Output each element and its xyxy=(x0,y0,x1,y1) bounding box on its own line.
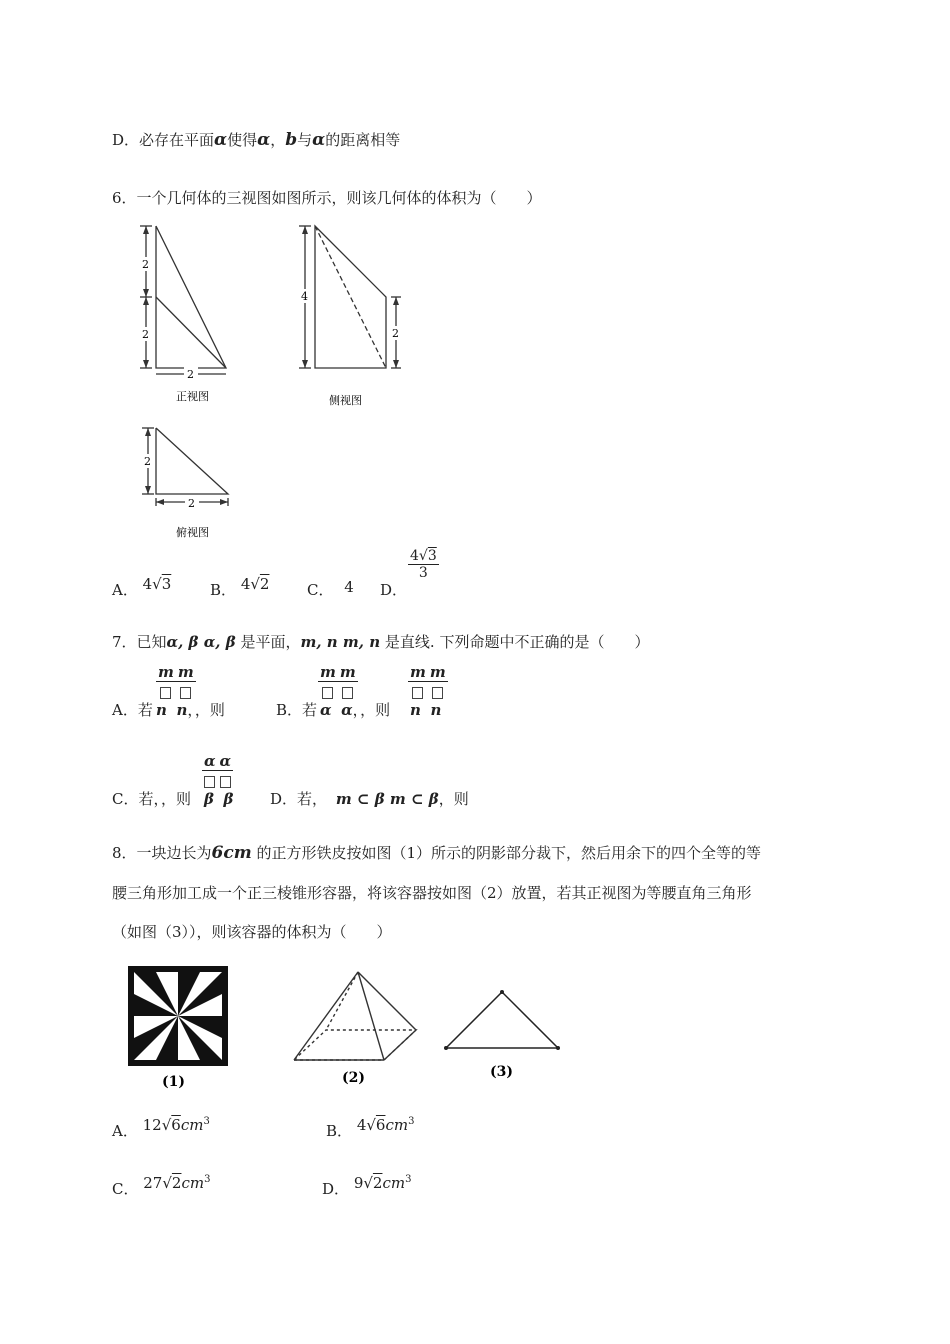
q6-option-d-fraction: $\frac{4√3}{3}$ xyxy=(410,548,437,581)
q8-figure-1 xyxy=(124,962,234,1092)
figure-2-label: (2) xyxy=(342,1070,365,1086)
q8-stem-line-1: 8．一块边长为6cm 的正方形铁皮按如图（1）所示的阴影部分裁下，然后用余下的四个全等的等 xyxy=(112,843,762,863)
q7-option-a-fractions: m m xyxy=(156,663,196,701)
q6-option-c: C． 4 xyxy=(307,578,354,599)
front-view-inner-line xyxy=(156,297,226,368)
top-dim-left: 2 xyxy=(144,455,151,468)
front-view-outline xyxy=(156,226,226,368)
front-dim-base: 2 xyxy=(187,368,194,381)
q8-option-d: D． $9√2cm^3$ xyxy=(322,1174,412,1198)
q7-option-b: B．若 xyxy=(276,701,318,719)
q6-option-d: D． xyxy=(380,581,408,599)
q7-option-d: D．若， m ⊂ β m ⊂ β，则 xyxy=(270,790,469,808)
top-dim-base: 2 xyxy=(188,497,195,510)
q7-option-c-fractions: α α xyxy=(202,752,233,790)
side-view-caption: 侧视图 xyxy=(329,394,362,407)
side-dim-right: 2 xyxy=(392,327,399,340)
top-view-outline xyxy=(156,428,228,494)
q6-top-view-figure xyxy=(132,420,252,545)
q8-option-a: A． $12√6cm^3$ xyxy=(112,1116,210,1140)
q8-figure-2 xyxy=(288,966,428,1091)
figure-1-label: (1) xyxy=(162,1074,185,1090)
q7-option-c-tail: β β xyxy=(204,790,234,808)
q7-option-a-tail: n n，，则 xyxy=(156,701,225,719)
q8-option-b: B． $4√6cm^3$ xyxy=(326,1116,415,1140)
q7-option-c: C．若，，则 xyxy=(112,790,191,808)
figure-3-label: (3) xyxy=(490,1064,513,1080)
q7-option-b-fractions-1: m m xyxy=(318,663,358,701)
q7-option-b-mid: α α，，则 xyxy=(320,701,391,719)
q7-option-b-fractions-2: m m xyxy=(408,663,448,701)
side-dim-left: 4 xyxy=(301,290,308,303)
q6-option-b: B． 4√2 xyxy=(210,575,270,599)
front-dim-top: 2 xyxy=(142,258,149,271)
side-view-hidden-edge xyxy=(315,226,386,368)
q7-option-b-tail: n n xyxy=(410,701,442,719)
q8-stem-line-3: （如图（3）），则该容器的体积为（ ） xyxy=(112,923,392,941)
front-dim-bottom: 2 xyxy=(142,328,149,341)
top-view-caption: 俯视图 xyxy=(176,526,209,539)
q6-front-view-figure xyxy=(132,222,252,407)
q7-option-a: A．若 xyxy=(112,701,153,719)
side-view-outline xyxy=(315,226,386,368)
q5-option-d: D．必存在平面α使得α，b与α的距离相等 xyxy=(112,130,401,150)
q8-figure-3 xyxy=(440,984,570,1084)
q6-stem: 6．一个几何体的三视图如图所示，则该几何体的体积为（ ） xyxy=(112,189,542,207)
q8-option-c: C． $27√2cm^3$ xyxy=(112,1174,211,1198)
q6-option-a: A． 4√3 xyxy=(112,575,172,599)
q8-stem-line-2: 腰三角形加工成一个正三棱锥形容器，将该容器按如图（2）放置，若其正视图为等腰直角三角形 xyxy=(112,884,752,902)
q6-side-view-figure xyxy=(295,222,415,412)
front-view-caption: 正视图 xyxy=(176,390,209,403)
q7-stem: 7．已知α, β α, β 是平面，m, n m, n 是直线. 下列命题中不正确的是（ ） xyxy=(112,633,650,651)
